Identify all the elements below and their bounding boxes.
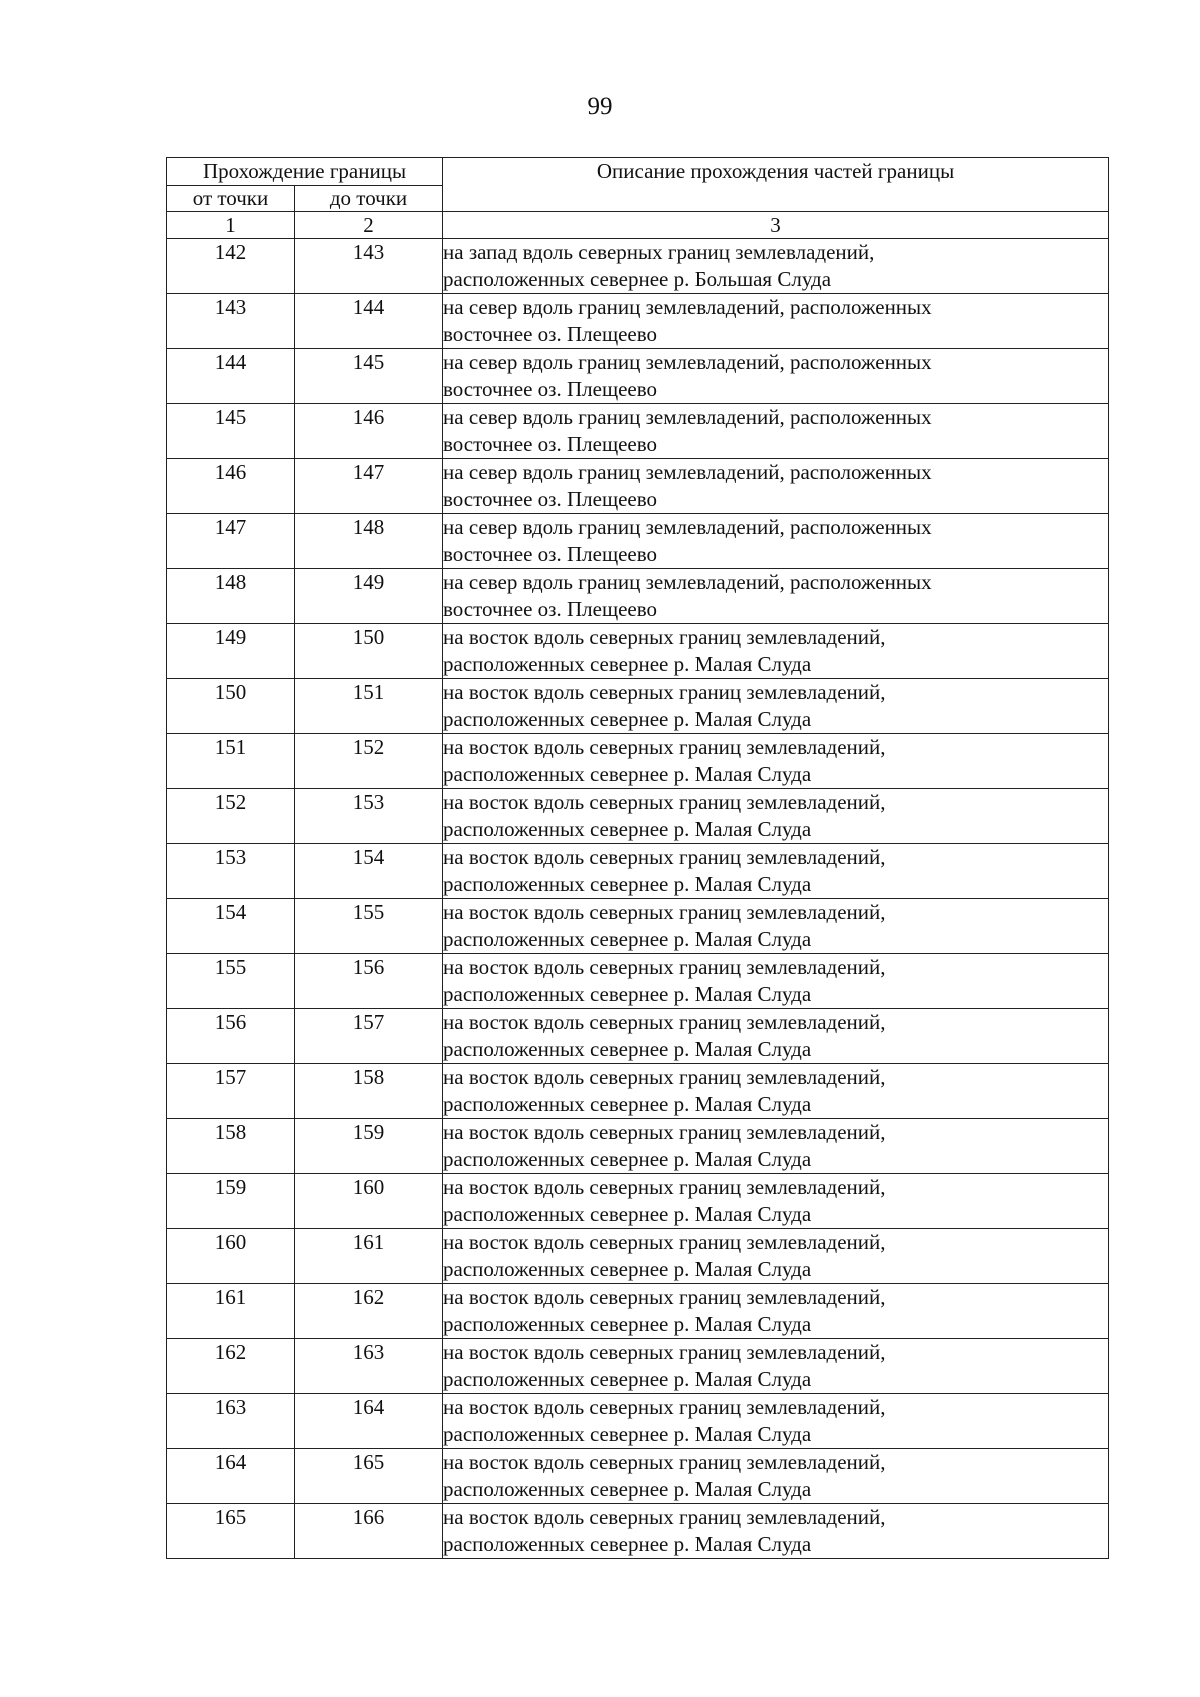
header-from-point: от точки bbox=[167, 186, 295, 212]
table-row bbox=[167, 1119, 1109, 1174]
from-point-cell: 143 bbox=[167, 294, 295, 349]
to-point-cell: 164 bbox=[295, 1394, 443, 1449]
to-point-cell: 153 bbox=[295, 789, 443, 844]
description-cell bbox=[443, 1284, 1109, 1339]
description-line-2: расположенных севернее р. Малая Слуда bbox=[443, 707, 812, 731]
description-line-1: на восток вдоль северных границ землевладений, bbox=[443, 845, 886, 869]
description-line-2: расположенных севернее р. Малая Слуда bbox=[443, 1147, 812, 1171]
to-point-cell: 143 bbox=[295, 239, 443, 294]
table-row bbox=[167, 899, 1109, 954]
description-cell bbox=[443, 899, 1109, 954]
to-point-cell: 162 bbox=[295, 1284, 443, 1339]
description-cell bbox=[443, 1449, 1109, 1504]
description-line-1: на север вдоль границ землевладений, расположенных bbox=[443, 295, 932, 319]
description-cell bbox=[443, 679, 1109, 734]
table-row bbox=[167, 1229, 1109, 1284]
boundary-table bbox=[166, 157, 1109, 1559]
description-line-2: восточнее оз. Плещеево bbox=[443, 542, 658, 566]
description-cell bbox=[443, 404, 1109, 459]
description-line-2: восточнее оз. Плещеево bbox=[443, 432, 658, 456]
description-line-1: на север вдоль границ землевладений, расположенных bbox=[443, 460, 932, 484]
description-line-2: восточнее оз. Плещеево bbox=[443, 322, 658, 346]
from-point-cell: 150 bbox=[167, 679, 295, 734]
page-number: 99 bbox=[587, 93, 613, 120]
description-line-2: расположенных севернее р. Малая Слуда bbox=[443, 1092, 812, 1116]
table-row bbox=[167, 459, 1109, 514]
description-line-2: восточнее оз. Плещеево bbox=[443, 487, 658, 511]
from-point-cell: 164 bbox=[167, 1449, 295, 1504]
from-point-cell: 160 bbox=[167, 1229, 295, 1284]
table-row bbox=[167, 1284, 1109, 1339]
description-line-2: расположенных севернее р. Малая Слуда bbox=[443, 1312, 812, 1336]
table-body bbox=[167, 158, 1109, 1559]
description-line-1: на восток вдоль северных границ землевладений, bbox=[443, 1285, 886, 1309]
description-cell bbox=[443, 1394, 1109, 1449]
from-point-cell: 156 bbox=[167, 1009, 295, 1064]
column-number-row bbox=[167, 212, 1109, 239]
description-line-1: на восток вдоль северных границ землевладений, bbox=[443, 1230, 886, 1254]
description-line-2: расположенных севернее р. Малая Слуда bbox=[443, 1037, 812, 1061]
from-point-cell: 157 bbox=[167, 1064, 295, 1119]
to-point-cell: 165 bbox=[295, 1449, 443, 1504]
to-point-cell: 156 bbox=[295, 954, 443, 1009]
from-point-cell: 151 bbox=[167, 734, 295, 789]
table-row bbox=[167, 1394, 1109, 1449]
description-cell bbox=[443, 239, 1109, 294]
from-point-cell: 149 bbox=[167, 624, 295, 679]
description-line-2: расположенных севернее р. Малая Слуда bbox=[443, 762, 812, 786]
description-line-2: расположенных севернее р. Малая Слуда bbox=[443, 872, 812, 896]
description-cell bbox=[443, 1009, 1109, 1064]
to-point-cell: 154 bbox=[295, 844, 443, 899]
column-number-3: 3 bbox=[443, 212, 1109, 239]
from-point-cell: 159 bbox=[167, 1174, 295, 1229]
table-row bbox=[167, 404, 1109, 459]
description-line-2: расположенных севернее р. Малая Слуда bbox=[443, 817, 812, 841]
table-row bbox=[167, 239, 1109, 294]
description-line-2: восточнее оз. Плещеево bbox=[443, 377, 658, 401]
description-line-2: расположенных севернее р. Малая Слуда bbox=[443, 982, 812, 1006]
description-cell bbox=[443, 1119, 1109, 1174]
header-to-point: до точки bbox=[295, 186, 443, 212]
description-line-1: на запад вдоль северных границ землевладений, bbox=[443, 240, 875, 264]
column-number-1: 1 bbox=[167, 212, 295, 239]
description-line-1: на восток вдоль северных границ землевладений, bbox=[443, 1340, 886, 1364]
table-row bbox=[167, 734, 1109, 789]
from-point-cell: 153 bbox=[167, 844, 295, 899]
table-row bbox=[167, 294, 1109, 349]
to-point-cell: 158 bbox=[295, 1064, 443, 1119]
description-line-1: на восток вдоль северных границ землевладений, bbox=[443, 1175, 886, 1199]
from-point-cell: 165 bbox=[167, 1504, 295, 1559]
description-line-1: на восток вдоль северных границ землевладений, bbox=[443, 1120, 886, 1144]
to-point-cell: 150 bbox=[295, 624, 443, 679]
to-point-cell: 160 bbox=[295, 1174, 443, 1229]
to-point-cell: 166 bbox=[295, 1504, 443, 1559]
description-line-2: расположенных севернее р. Малая Слуда bbox=[443, 1202, 812, 1226]
description-line-2: расположенных севернее р. Малая Слуда bbox=[443, 1257, 812, 1281]
from-point-cell: 154 bbox=[167, 899, 295, 954]
description-cell bbox=[443, 1229, 1109, 1284]
description-line-1: на восток вдоль северных границ землевладений, bbox=[443, 1505, 886, 1529]
description-cell bbox=[443, 1504, 1109, 1559]
description-line-2: расположенных севернее р. Малая Слуда bbox=[443, 927, 812, 951]
description-cell bbox=[443, 624, 1109, 679]
table-row bbox=[167, 569, 1109, 624]
from-point-cell: 144 bbox=[167, 349, 295, 404]
table-row bbox=[167, 679, 1109, 734]
table-row bbox=[167, 624, 1109, 679]
column-number-2: 2 bbox=[295, 212, 443, 239]
to-point-cell: 146 bbox=[295, 404, 443, 459]
table-row bbox=[167, 954, 1109, 1009]
to-point-cell: 163 bbox=[295, 1339, 443, 1394]
description-cell bbox=[443, 514, 1109, 569]
from-point-cell: 142 bbox=[167, 239, 295, 294]
description-cell bbox=[443, 1064, 1109, 1119]
table-row bbox=[167, 1339, 1109, 1394]
from-point-cell: 146 bbox=[167, 459, 295, 514]
description-line-1: на восток вдоль северных границ землевладений, bbox=[443, 735, 886, 759]
from-point-cell: 163 bbox=[167, 1394, 295, 1449]
to-point-cell: 151 bbox=[295, 679, 443, 734]
table-row bbox=[167, 1449, 1109, 1504]
from-point-cell: 155 bbox=[167, 954, 295, 1009]
from-point-cell: 158 bbox=[167, 1119, 295, 1174]
description-line-1: на север вдоль границ землевладений, расположенных bbox=[443, 350, 932, 374]
description-line-1: на восток вдоль северных границ землевладений, bbox=[443, 1065, 886, 1089]
description-line-1: на восток вдоль северных границ землевладений, bbox=[443, 625, 886, 649]
table-row bbox=[167, 1009, 1109, 1064]
description-line-1: на север вдоль границ землевладений, расположенных bbox=[443, 515, 932, 539]
to-point-cell: 147 bbox=[295, 459, 443, 514]
description-line-2: расположенных севернее р. Малая Слуда bbox=[443, 1532, 812, 1556]
description-cell bbox=[443, 734, 1109, 789]
description-line-2: расположенных севернее р. Малая Слуда bbox=[443, 652, 812, 676]
to-point-cell: 159 bbox=[295, 1119, 443, 1174]
to-point-cell: 148 bbox=[295, 514, 443, 569]
description-line-1: на восток вдоль северных границ землевладений, bbox=[443, 1010, 886, 1034]
description-line-1: на восток вдоль северных границ землевладений, bbox=[443, 1395, 886, 1419]
header-boundary-passage: Прохождение границы bbox=[167, 158, 443, 186]
description-cell bbox=[443, 459, 1109, 514]
table-row bbox=[167, 1064, 1109, 1119]
header-row bbox=[167, 158, 1109, 186]
from-point-cell: 145 bbox=[167, 404, 295, 459]
description-line-1: на восток вдоль северных границ землевладений, bbox=[443, 680, 886, 704]
description-line-2: расположенных севернее р. Малая Слуда bbox=[443, 1422, 812, 1446]
description-cell bbox=[443, 954, 1109, 1009]
description-cell bbox=[443, 789, 1109, 844]
description-cell bbox=[443, 1174, 1109, 1229]
header-description: Описание прохождения частей границы bbox=[443, 158, 1109, 212]
table-row bbox=[167, 349, 1109, 404]
description-cell bbox=[443, 294, 1109, 349]
description-cell bbox=[443, 1339, 1109, 1394]
to-point-cell: 152 bbox=[295, 734, 443, 789]
description-line-2: расположенных севернее р. Малая Слуда bbox=[443, 1477, 812, 1501]
description-line-2: расположенных севернее р. Малая Слуда bbox=[443, 1367, 812, 1391]
description-line-1: на север вдоль границ землевладений, расположенных bbox=[443, 405, 932, 429]
to-point-cell: 161 bbox=[295, 1229, 443, 1284]
description-line-1: на север вдоль границ землевладений, расположенных bbox=[443, 570, 932, 594]
from-point-cell: 152 bbox=[167, 789, 295, 844]
description-line-2: расположенных севернее р. Большая Слуда bbox=[443, 267, 832, 291]
to-point-cell: 157 bbox=[295, 1009, 443, 1064]
to-point-cell: 149 bbox=[295, 569, 443, 624]
table-row bbox=[167, 514, 1109, 569]
from-point-cell: 162 bbox=[167, 1339, 295, 1394]
table-row bbox=[167, 844, 1109, 899]
description-line-2: восточнее оз. Плещеево bbox=[443, 597, 658, 621]
to-point-cell: 155 bbox=[295, 899, 443, 954]
description-cell bbox=[443, 844, 1109, 899]
description-line-1: на восток вдоль северных границ землевладений, bbox=[443, 955, 886, 979]
description-line-1: на восток вдоль северных границ землевладений, bbox=[443, 900, 886, 924]
to-point-cell: 144 bbox=[295, 294, 443, 349]
from-point-cell: 161 bbox=[167, 1284, 295, 1339]
description-cell bbox=[443, 349, 1109, 404]
from-point-cell: 147 bbox=[167, 514, 295, 569]
from-point-cell: 148 bbox=[167, 569, 295, 624]
description-line-1: на восток вдоль северных границ землевладений, bbox=[443, 790, 886, 814]
table-row bbox=[167, 1174, 1109, 1229]
table-row bbox=[167, 789, 1109, 844]
description-cell bbox=[443, 569, 1109, 624]
to-point-cell: 145 bbox=[295, 349, 443, 404]
description-line-1: на восток вдоль северных границ землевладений, bbox=[443, 1450, 886, 1474]
table-row bbox=[167, 1504, 1109, 1559]
